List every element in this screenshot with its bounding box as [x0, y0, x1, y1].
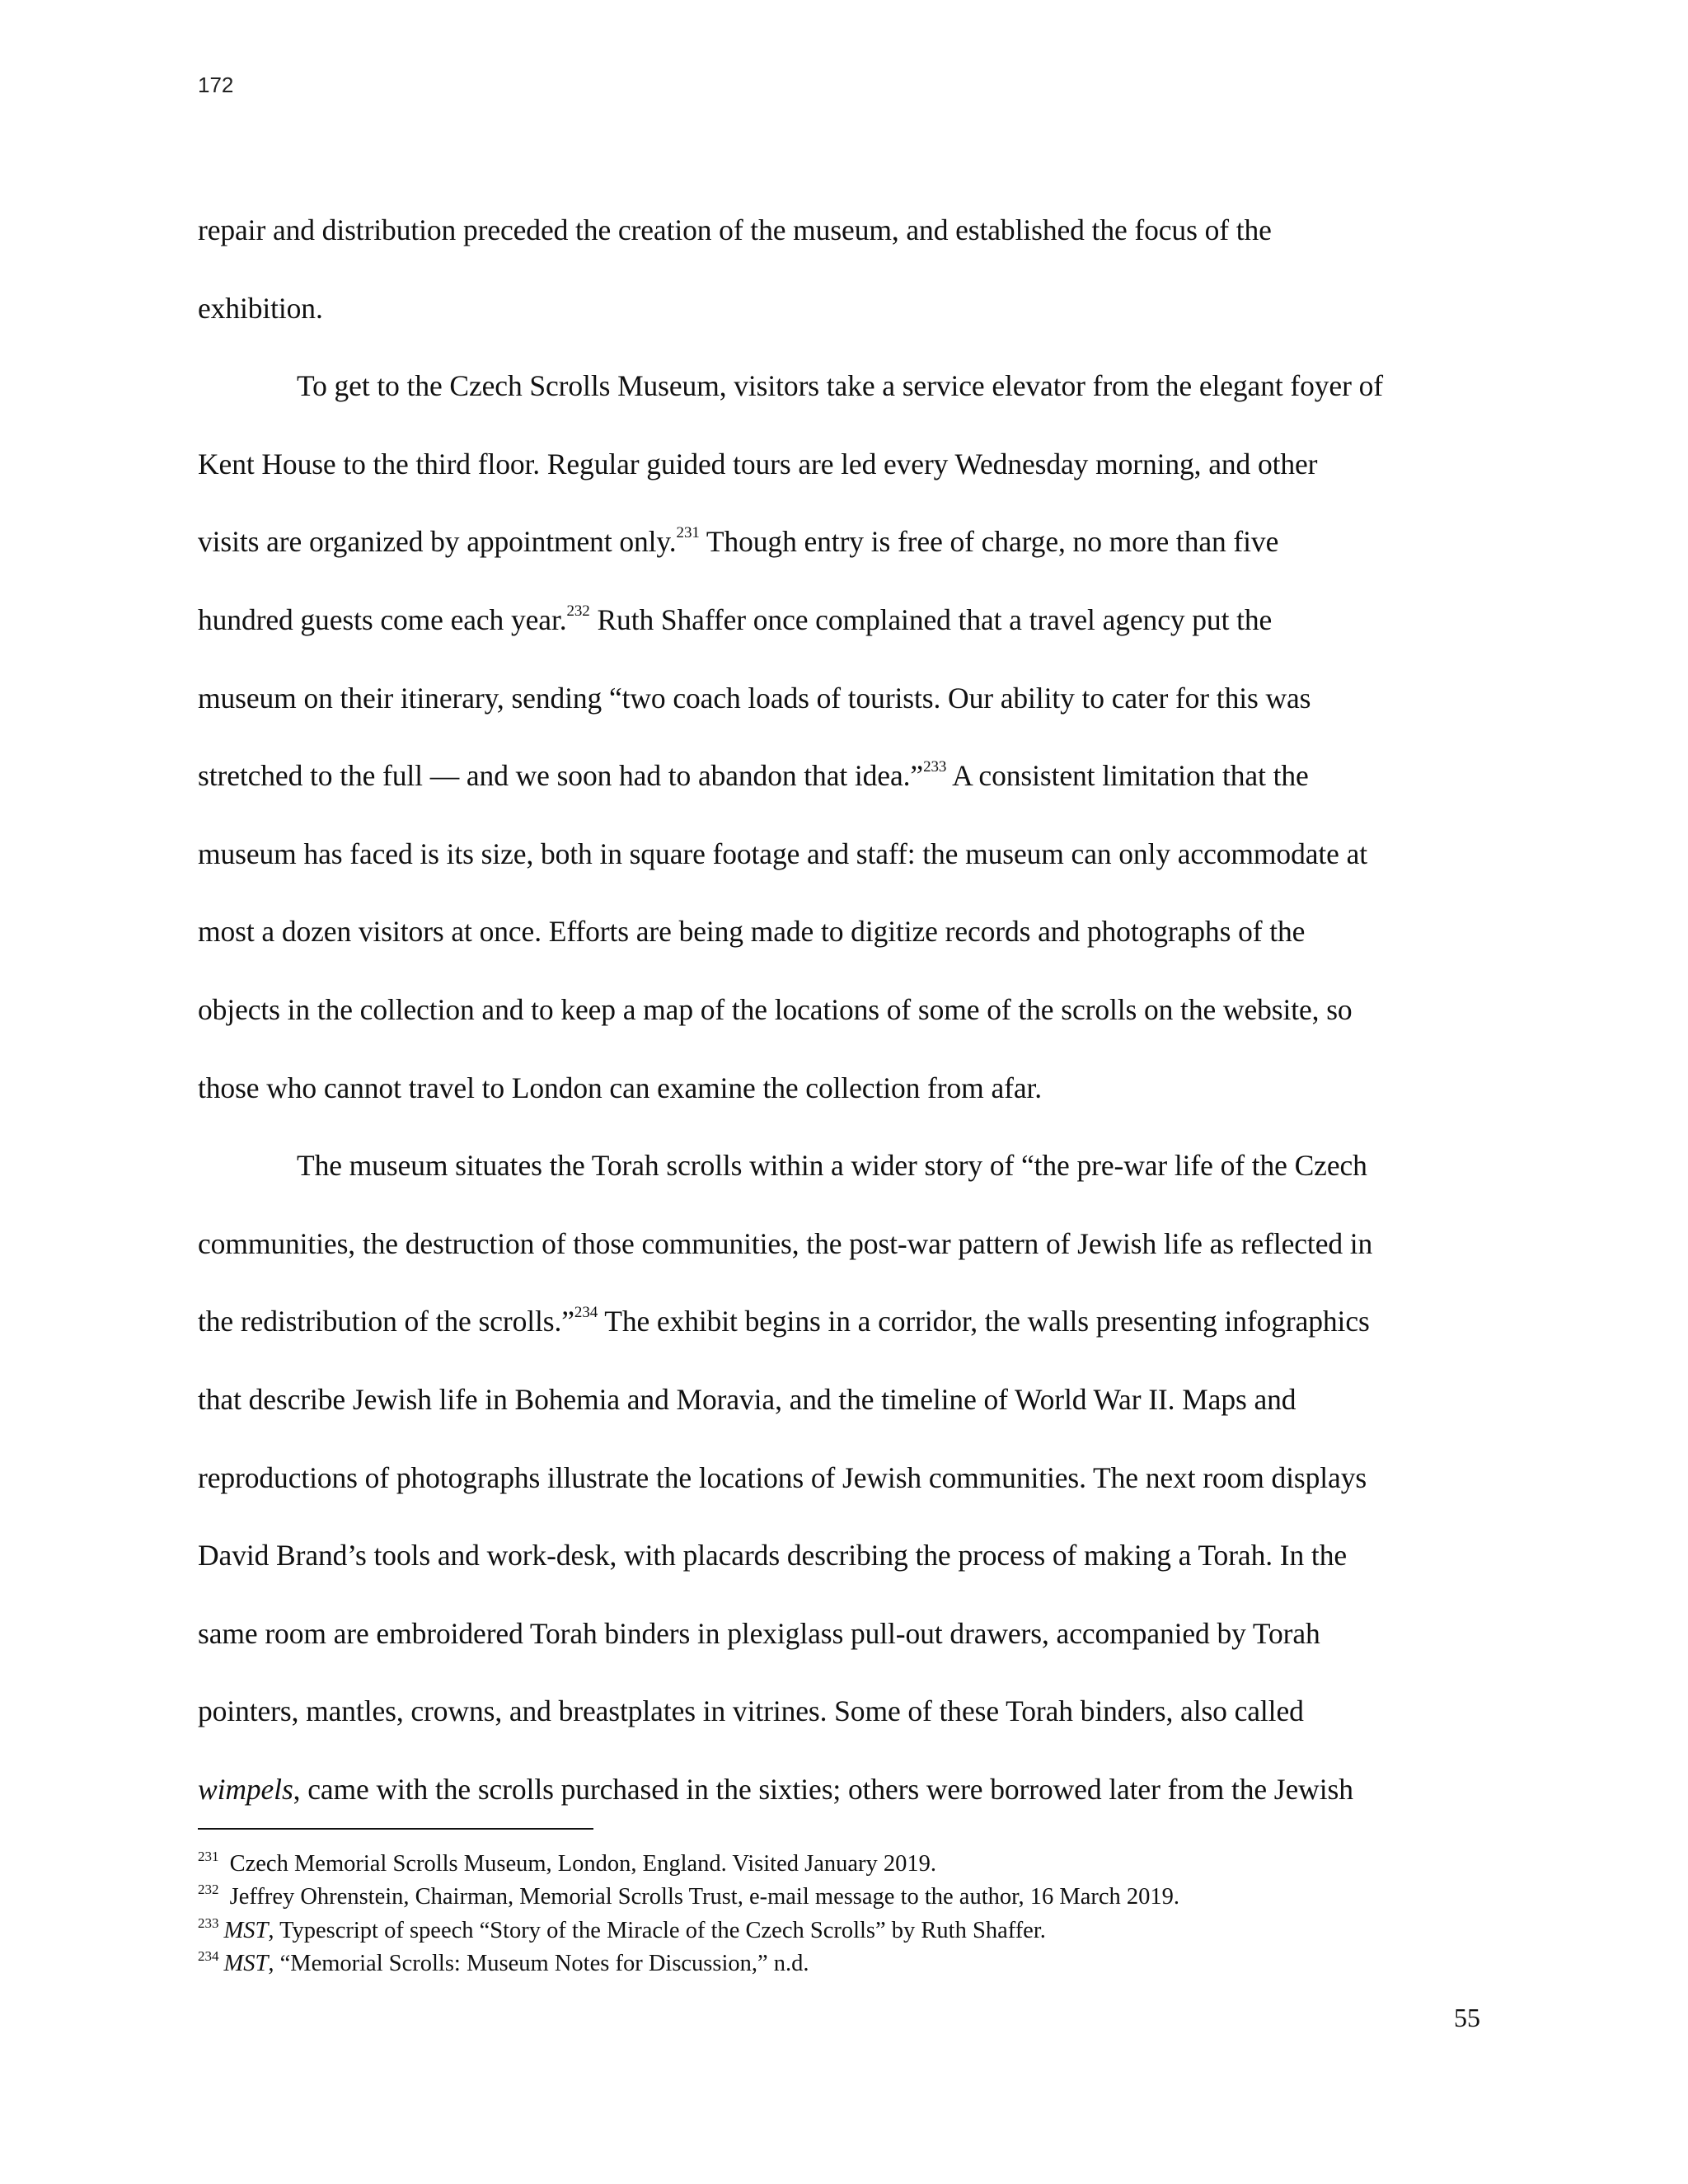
text-segment: Though entry is free of charge, no more than five: [699, 525, 1279, 559]
text-line-paragraph-start: The museum situates the Torah scrolls within a wider story of “the pre-war life of the Czech: [297, 1149, 1367, 1183]
body-text: [198, 191, 1500, 1828]
text-segment: the redistribution of the scrolls.”: [198, 1305, 574, 1338]
page-number: 55: [1454, 2003, 1480, 2032]
footnote-separator: [198, 1828, 593, 1830]
text-line-paragraph-start: To get to the Czech Scrolls Museum, visitors take a service elevator from the elegant foyer of: [297, 369, 1383, 403]
text-line: exhibition.: [198, 291, 323, 325]
footnote-233: [198, 1915, 1500, 1947]
text-line: David Brand’s tools and work-desk, with placards describing the process of making a Torah. In the: [198, 1539, 1348, 1572]
footnote-number: 232: [198, 1882, 219, 1898]
text-segment: hundred guests come each year.: [198, 602, 567, 636]
text-segment: A consistent limitation that the: [946, 759, 1309, 793]
text-line: museum on their itinerary, sending “two coach loads of tourists. Our ability to cater for this was: [198, 681, 1311, 715]
footnote-source-abbrev: MST: [223, 1950, 269, 1976]
footnote-ref-234[interactable]: 234: [574, 1304, 598, 1322]
footnotes: [198, 1848, 1500, 1980]
text-line: communities, the destruction of those communities, the post-war pattern of Jewish life as reflected in: [198, 1226, 1373, 1260]
text-line: pointers, mantles, crowns, and breastplates in vitrines. Some of these Torah binders, also called: [198, 1694, 1304, 1728]
text-line: museum has faced is its size, both in square footage and staff: the museum can only accommodate at: [198, 837, 1367, 870]
text-line: Kent House to the third floor. Regular guided tours are led every Wednesday morning, and other: [198, 447, 1318, 480]
text-segment: stretched to the full — and we soon had to abandon that idea.”: [198, 759, 924, 793]
footnote-232: [198, 1881, 1500, 1914]
footnote-text: Czech Memorial Scrolls Museum, London, England. Visited January 2019.: [223, 1851, 937, 1877]
footnote-text: Jeffrey Ohrenstein, Chairman, Memorial Scrolls Trust, e-mail message to the author, 16 March 2019.: [223, 1884, 1179, 1910]
text-segment: , came with the scrolls purchased in the sixties; others were borrowed later from the Jewish: [293, 1772, 1353, 1806]
text-line: repair and distribution preceded the creation of the museum, and established the focus of the: [198, 213, 1272, 246]
text-line: [198, 737, 1500, 815]
text-line: objects in the collection and to keep a map of the locations of some of the scrolls on the website, so: [198, 992, 1353, 1026]
footnote-source-abbrev: MST: [223, 1917, 269, 1943]
footnote-number: 231: [198, 1849, 219, 1864]
text-line: those who cannot travel to London can examine the collection from afar.: [198, 1071, 1043, 1104]
text-line: [198, 1750, 1500, 1829]
text-line: [198, 1282, 1500, 1361]
text-segment: The exhibit begins in a corridor, the walls presenting infographics: [598, 1305, 1370, 1338]
text-line: [198, 581, 1500, 659]
footnote-text: , Typescript of speech “Story of the Miracle of the Czech Scrolls” by Ruth Shaffer.: [268, 1917, 1046, 1943]
italic-term: wimpels: [198, 1772, 293, 1806]
footnote-number: 234: [198, 1947, 219, 1964]
footnote-ref-231[interactable]: 231: [676, 524, 700, 542]
footnote-number: 233: [198, 1915, 219, 1931]
text-segment: Ruth Shaffer once complained that a travel agency put the: [589, 602, 1273, 636]
footnote-text: , “Memorial Scrolls: Museum Notes for Discussion,” n.d.: [268, 1950, 809, 1976]
footnote-231: [198, 1848, 1500, 1881]
text-line: most a dozen visitors at once. Efforts are being made to digitize records and photographs of the: [198, 915, 1306, 949]
text-line: [198, 503, 1500, 581]
text-line: reproductions of photographs illustrate the locations of Jewish communities. The next room displays: [198, 1460, 1367, 1494]
header-page-number: 172: [198, 73, 234, 97]
text-line: that describe Jewish life in Bohemia and Moravia, and the timeline of World War II. Maps and: [198, 1382, 1296, 1416]
footnote-ref-232[interactable]: 232: [566, 602, 590, 620]
text-segment: visits are organized by appointment only.: [198, 525, 677, 559]
text-line: same room are embroidered Torah binders in plexiglass pull-out drawers, accompanied by Torah: [198, 1616, 1320, 1650]
footnote-ref-233[interactable]: 233: [923, 758, 947, 776]
footnote-234: [198, 1947, 1500, 1980]
